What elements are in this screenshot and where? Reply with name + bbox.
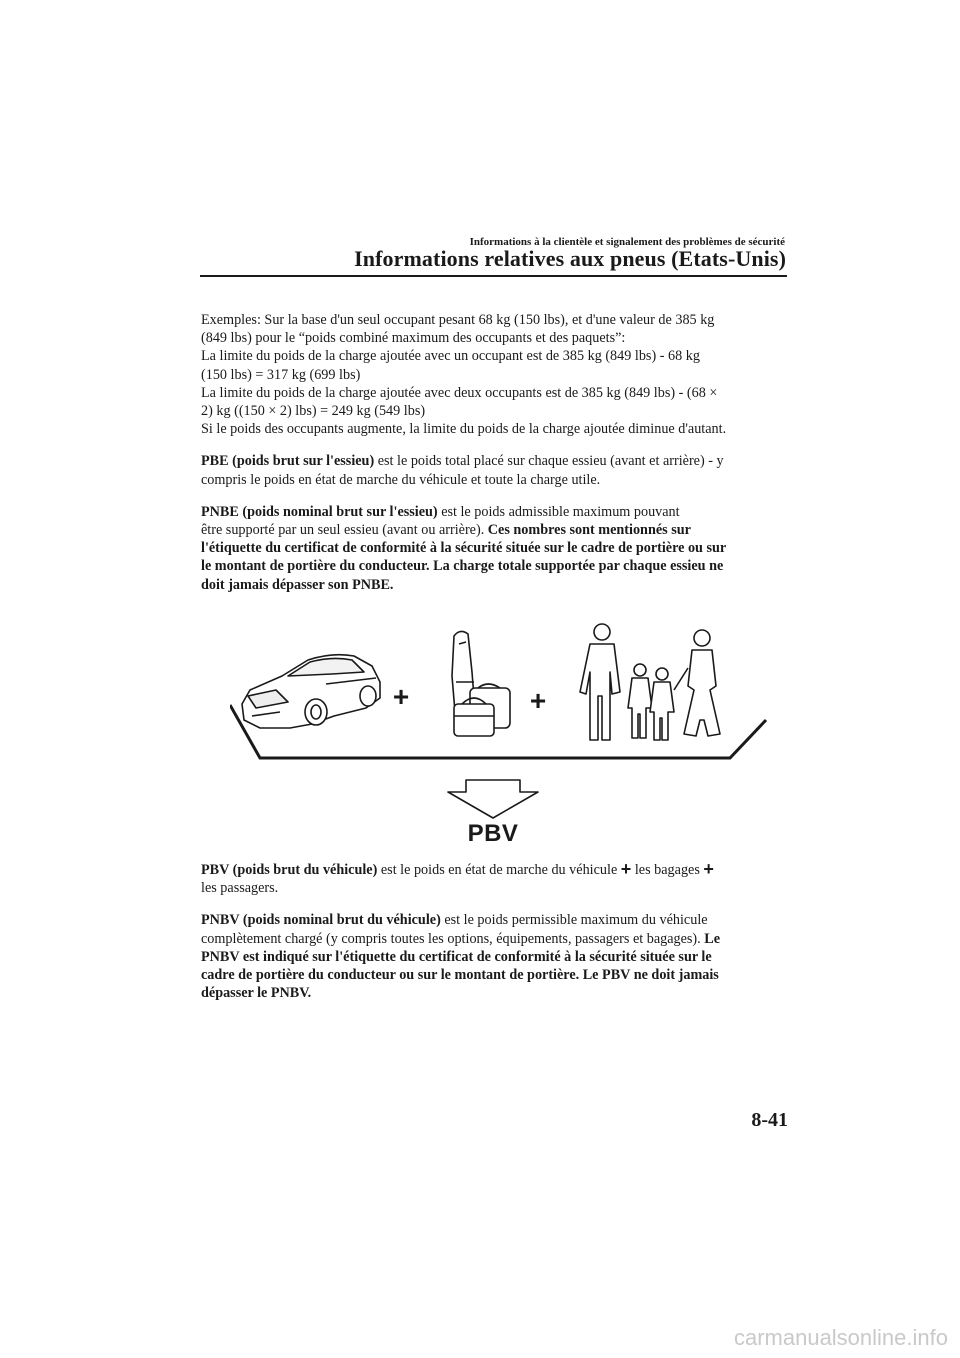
pnbv-line [201, 911, 791, 929]
pnbe-text: être supporté par un seul essieu (avant ou arrière). [201, 522, 488, 539]
pnbe-bold: Ces nombres sont mentionnés sur [487, 522, 691, 539]
pbe-term: PBE (poids brut sur l'essieu) [201, 453, 375, 470]
pnbe-bold: doit jamais dépasser son PNBE. [201, 576, 394, 593]
pbv-label: PBV [467, 820, 519, 847]
pnbv-term: PNBV (poids nominal brut du véhicule) [201, 912, 441, 929]
examples-line: (849 lbs) pour le “poids combiné maximum des occupants et des paquets”: [201, 330, 626, 347]
pnbv-bold: dépasser le PNBV. [201, 985, 312, 1002]
main-content [201, 311, 791, 594]
examples-line: Exemples: Sur la base d'un seul occupant pesant 68 kg (150 lbs), et d'une valeur de 385 kg [201, 312, 715, 328]
definitions-content [201, 861, 791, 1002]
examples-line: 2) kg ((150 × 2) lbs) = 249 kg (549 lbs) [201, 403, 426, 420]
section-title: Informations relatives aux pneus (Etats-Unis) [354, 246, 786, 271]
pbv-line [201, 861, 791, 879]
pnbe-line [201, 576, 791, 594]
pnbe-text: est le poids admissible maximum pouvant [437, 503, 680, 520]
pnbv-line [201, 966, 791, 984]
pnbv-bold: PNBV est indiqué sur l'étiquette du certificat de conformité à la sécurité située sur le [201, 948, 712, 965]
pnbv-bold: cadre de portière du conducteur ou sur le montant de portière. Le PBV ne doit jamais [201, 967, 719, 984]
plus-sign: + [529, 685, 547, 716]
plus-icon: + [703, 859, 714, 879]
examples-line: La limite du poids de la charge ajoutée avec deux occupants est de 385 kg (849 lbs) - (68 × [201, 384, 718, 401]
pnbv-paragraph [201, 911, 791, 1002]
pnbe-line [201, 557, 791, 575]
car-icon [242, 655, 380, 728]
plus-icon: + [620, 859, 632, 879]
pbv-line: les passagers. [201, 880, 279, 897]
pnbe-line [201, 521, 791, 539]
pbv-paragraph [201, 861, 791, 897]
pnbe-term: PNBE (poids nominal brut sur l'essieu) [201, 503, 438, 520]
pnbv-line [201, 984, 791, 1002]
plus-sign: + [392, 681, 410, 712]
pbe-line: compris le poids en état de marche du véhicule et toute la charge utile. [201, 471, 601, 488]
examples-line: (150 lbs) = 317 kg (699 lbs) [201, 366, 361, 383]
watermark: carmanualsonline.info [733, 1325, 948, 1350]
pnbe-bold: l'étiquette du certificat de conformité à la sécurité située sur le cadre de portière ou sur [201, 540, 727, 557]
pnbe-line [201, 503, 791, 521]
family-icon [580, 624, 720, 740]
pnbv-text: complètement chargé (y compris toutes les options, équipements, passagers et bagages). [201, 930, 705, 947]
pbe-text: est le poids total placé sur chaque essieu (avant et arrière) - y [374, 453, 724, 470]
pnbv-line [201, 930, 791, 948]
pnbe-line [201, 539, 791, 557]
pnbe-paragraph [201, 503, 791, 594]
pbe-paragraph [201, 452, 791, 488]
examples-line: Si le poids des occupants augmente, la limite du poids de la charge ajoutée diminue d'autant. [201, 421, 727, 438]
pbv-term: PBV (poids brut du véhicule) [201, 862, 378, 878]
pnbe-bold: le montant de portière du conducteur. La charge totale supportée par chaque essieu ne [201, 558, 724, 575]
down-arrow-icon [448, 780, 538, 818]
pnbv-bold: Le [704, 930, 721, 947]
pbv-text: est le poids en état de marche du véhicule [377, 862, 621, 878]
section-subtitle: Informations à la clientèle et signalement des problèmes de sécurité [469, 236, 785, 248]
examples-line: La limite du poids de la charge ajoutée avec un occupant est de 385 kg (849 lbs) - 68 kg [201, 348, 700, 365]
pbe-line [201, 452, 791, 470]
luggage-icon [452, 631, 510, 736]
pnbv-line [201, 948, 791, 966]
pbv-text: les bagages [631, 862, 704, 878]
examples-paragraph [201, 311, 791, 438]
page-number: 8-41 [751, 1109, 788, 1131]
pnbv-text: est le poids permissible maximum du véhicule [440, 912, 708, 929]
header-rule [200, 275, 787, 277]
